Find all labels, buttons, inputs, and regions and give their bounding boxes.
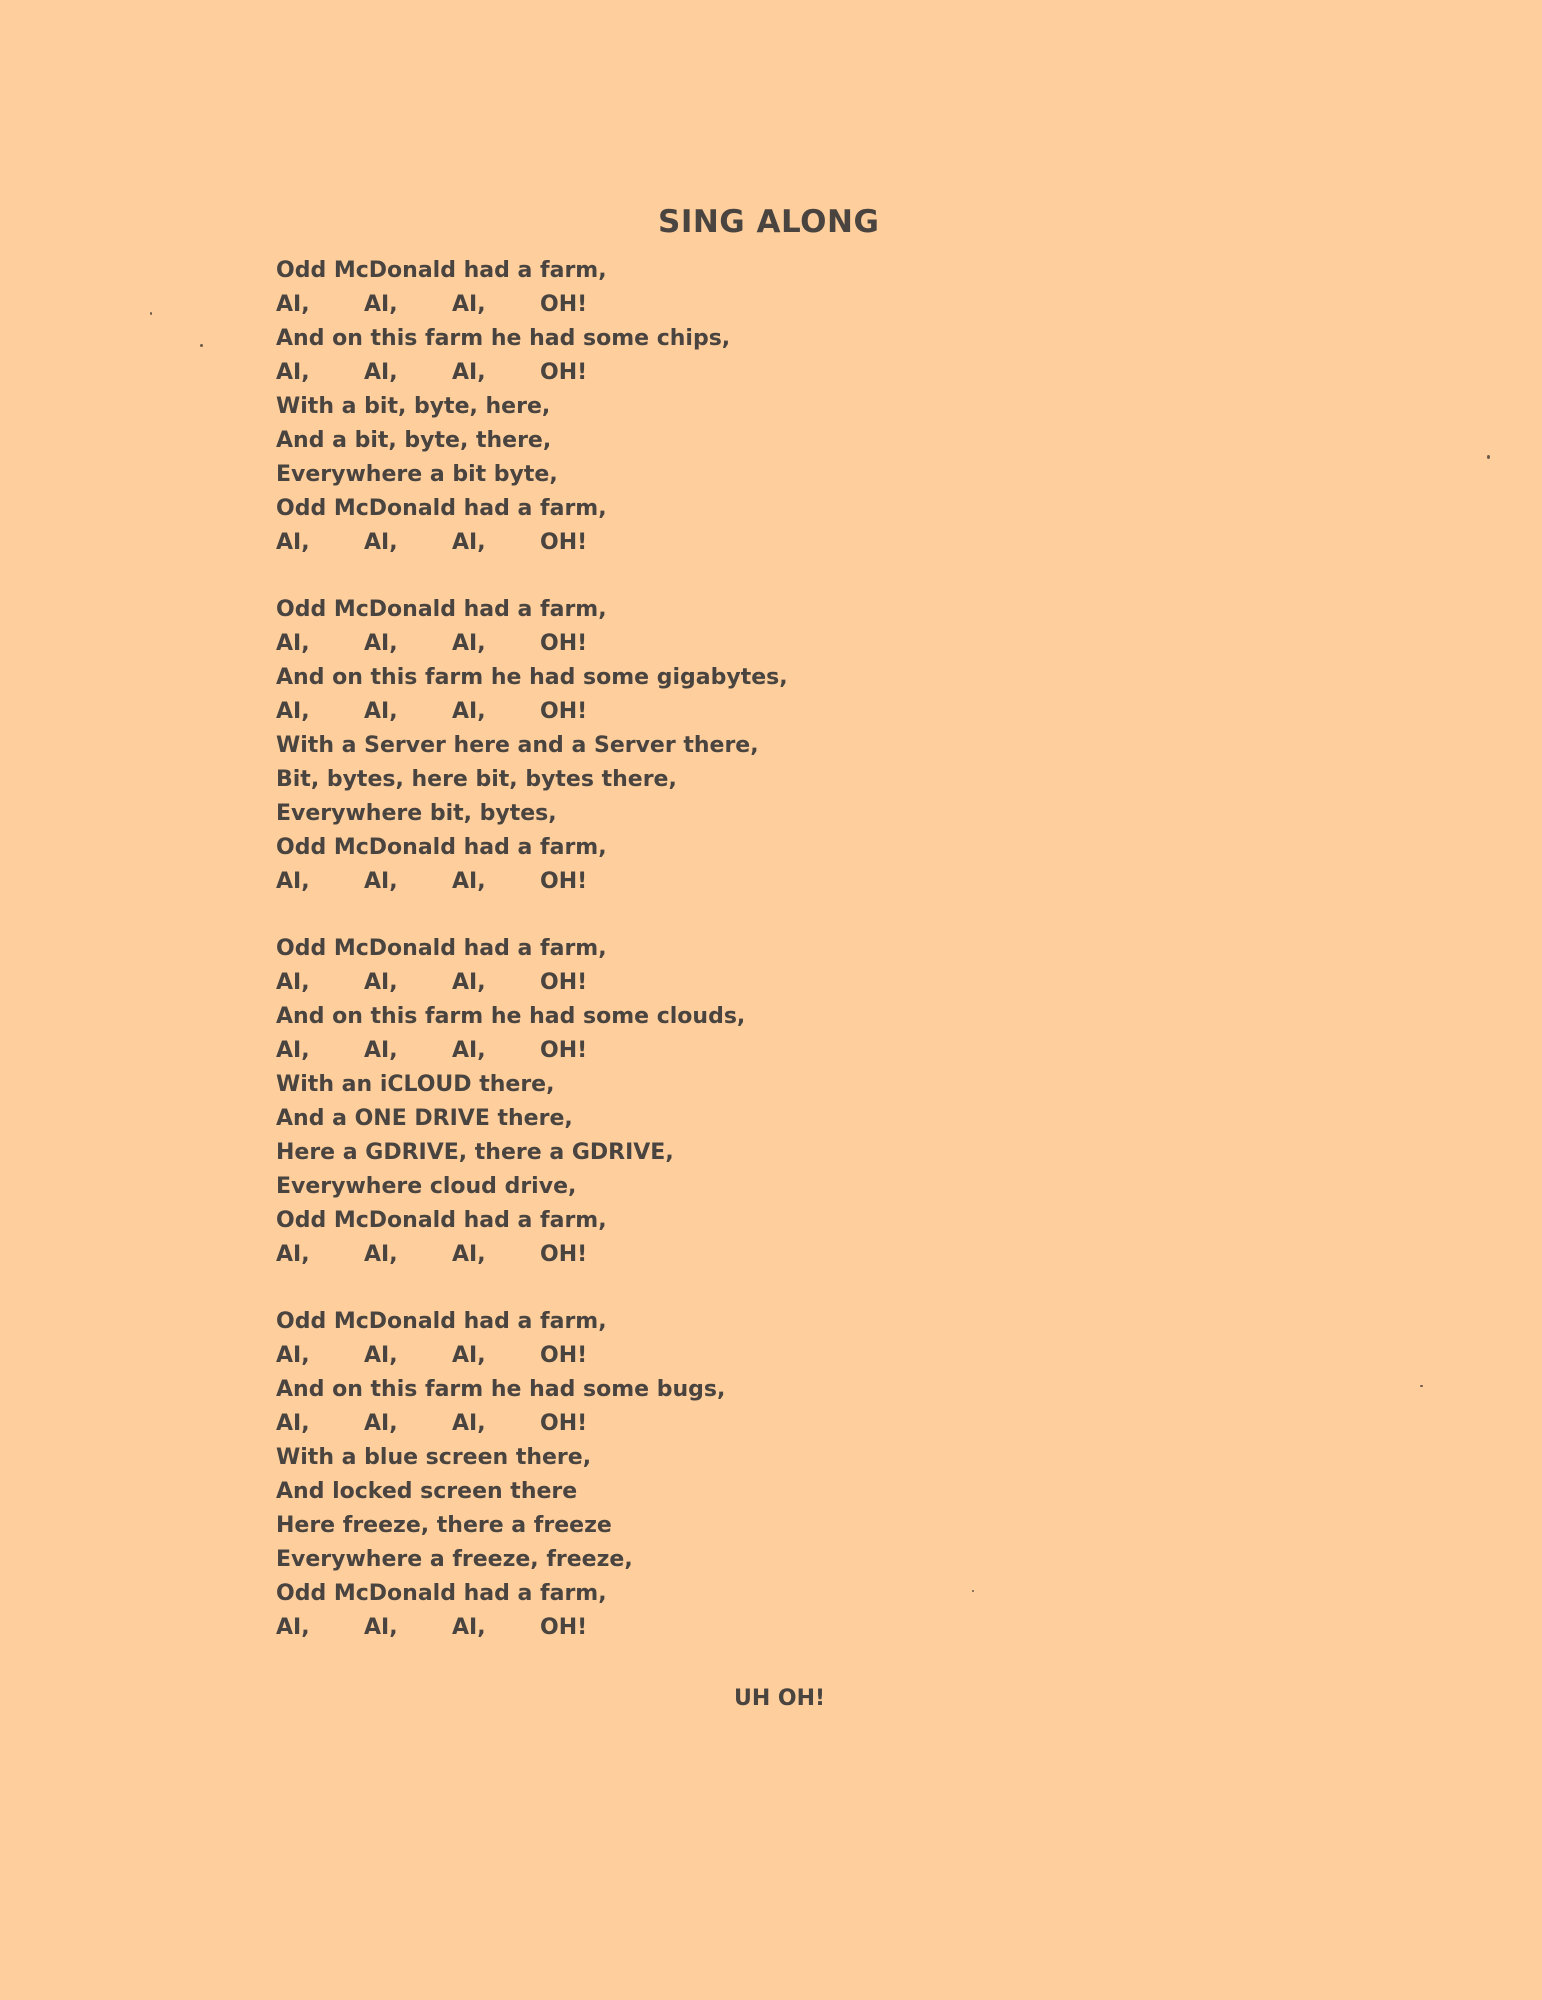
lyric-line: Odd McDonald had a farm, [276,597,607,622]
refrain-word: AI, [364,1242,398,1267]
lyric-line: Odd McDonald had a farm, [276,496,607,521]
refrain-word: OH! [540,699,588,724]
verse [276,1305,1276,1645]
verse [276,593,1276,899]
refrain-word: AI, [276,970,310,995]
lyric-line: Everywhere bit, bytes, [276,801,557,826]
refrain-word: AI, [452,530,486,555]
lyric-line: Here freeze, there a freeze [276,1513,612,1538]
refrain-word: AI, [276,1411,310,1436]
lyric-line: Odd McDonald had a farm, [276,1309,607,1334]
refrain-word: AI, [276,1615,310,1640]
refrain-word: AI, [452,360,486,385]
refrain-word: AI, [276,869,310,894]
refrain-word: AI, [276,1242,310,1267]
refrain-line [276,966,1276,1000]
refrain-word: AI, [364,530,398,555]
lyric-line: Everywhere cloud drive, [276,1174,577,1199]
lyric-line: With a Server here and a Server there, [276,733,759,758]
lyric-line: And on this farm he had some clouds, [276,1004,746,1029]
refrain-word: OH! [540,1411,588,1436]
refrain-word: AI, [364,970,398,995]
paper-speck [1420,1385,1423,1387]
verse [276,932,1276,1272]
refrain-word: OH! [540,530,588,555]
refrain-word: AI, [452,1615,486,1640]
lyric-line: And on this farm he had some chips, [276,326,731,351]
refrain-word: AI, [364,869,398,894]
lyric-line: Everywhere a bit byte, [276,462,558,487]
refrain-line [276,1238,1276,1272]
refrain-word: AI, [452,699,486,724]
refrain-word: AI, [452,292,486,317]
refrain-word: AI, [364,1038,398,1063]
page-title: SING ALONG [658,204,880,240]
refrain-word: OH! [540,1242,588,1267]
refrain-word: AI, [452,970,486,995]
lyric-line: With a bit, byte, here, [276,394,551,419]
refrain-line [276,865,1276,899]
paper-speck [972,1590,974,1592]
refrain-line [276,1407,1276,1441]
lyric-line: And a bit, byte, there, [276,428,552,453]
refrain-word: AI, [452,1343,486,1368]
refrain-word: OH! [540,869,588,894]
refrain-word: AI, [276,292,310,317]
refrain-word: AI, [452,1411,486,1436]
refrain-word: AI, [364,699,398,724]
paper-speck [1487,455,1490,459]
refrain-word: AI, [452,1242,486,1267]
refrain-word: OH! [540,1615,588,1640]
lyric-line: Odd McDonald had a farm, [276,1581,607,1606]
refrain-word: AI, [452,1038,486,1063]
lyric-line: And on this farm he had some bugs, [276,1377,726,1402]
refrain-line [276,695,1276,729]
paper-speck [200,344,203,347]
refrain-word: AI, [276,1343,310,1368]
refrain-word: AI, [364,1411,398,1436]
ending-line: UH OH! [734,1686,826,1711]
lyric-line: Odd McDonald had a farm, [276,1208,607,1233]
refrain-word: AI, [452,869,486,894]
lyric-line: And a ONE DRIVE there, [276,1106,573,1131]
lyric-line: With a blue screen there, [276,1445,592,1470]
refrain-word: AI, [276,699,310,724]
lyric-line: Bit, bytes, here bit, bytes there, [276,767,677,792]
refrain-word: OH! [540,292,588,317]
verse [276,254,1276,560]
lyric-line: Odd McDonald had a farm, [276,936,607,961]
refrain-line [276,356,1276,390]
refrain-word: AI, [276,360,310,385]
refrain-line [276,627,1276,661]
lyric-line: Everywhere a freeze, freeze, [276,1547,633,1572]
refrain-word: OH! [540,360,588,385]
refrain-line [276,288,1276,322]
lyric-line: And on this farm he had some gigabytes, [276,665,788,690]
refrain-word: AI, [364,631,398,656]
refrain-word: AI, [452,631,486,656]
paper-speck [150,312,152,315]
refrain-word: AI, [364,360,398,385]
refrain-word: AI, [276,631,310,656]
lyric-line: And locked screen there [276,1479,578,1504]
lyrics-body [276,254,1276,1678]
lyric-line: Odd McDonald had a farm, [276,835,607,860]
refrain-word: AI, [276,1038,310,1063]
refrain-word: AI, [364,1615,398,1640]
refrain-word: AI, [364,1343,398,1368]
lyric-line: With an iCLOUD there, [276,1072,555,1097]
refrain-line [276,1034,1276,1068]
refrain-word: OH! [540,631,588,656]
refrain-word: OH! [540,970,588,995]
refrain-word: OH! [540,1343,588,1368]
refrain-word: AI, [276,530,310,555]
lyric-line: Here a GDRIVE, there a GDRIVE, [276,1140,674,1165]
refrain-line [276,1339,1276,1373]
lyric-line: Odd McDonald had a farm, [276,258,607,283]
refrain-line [276,1611,1276,1645]
refrain-word: AI, [364,292,398,317]
refrain-line [276,526,1276,560]
refrain-word: OH! [540,1038,588,1063]
